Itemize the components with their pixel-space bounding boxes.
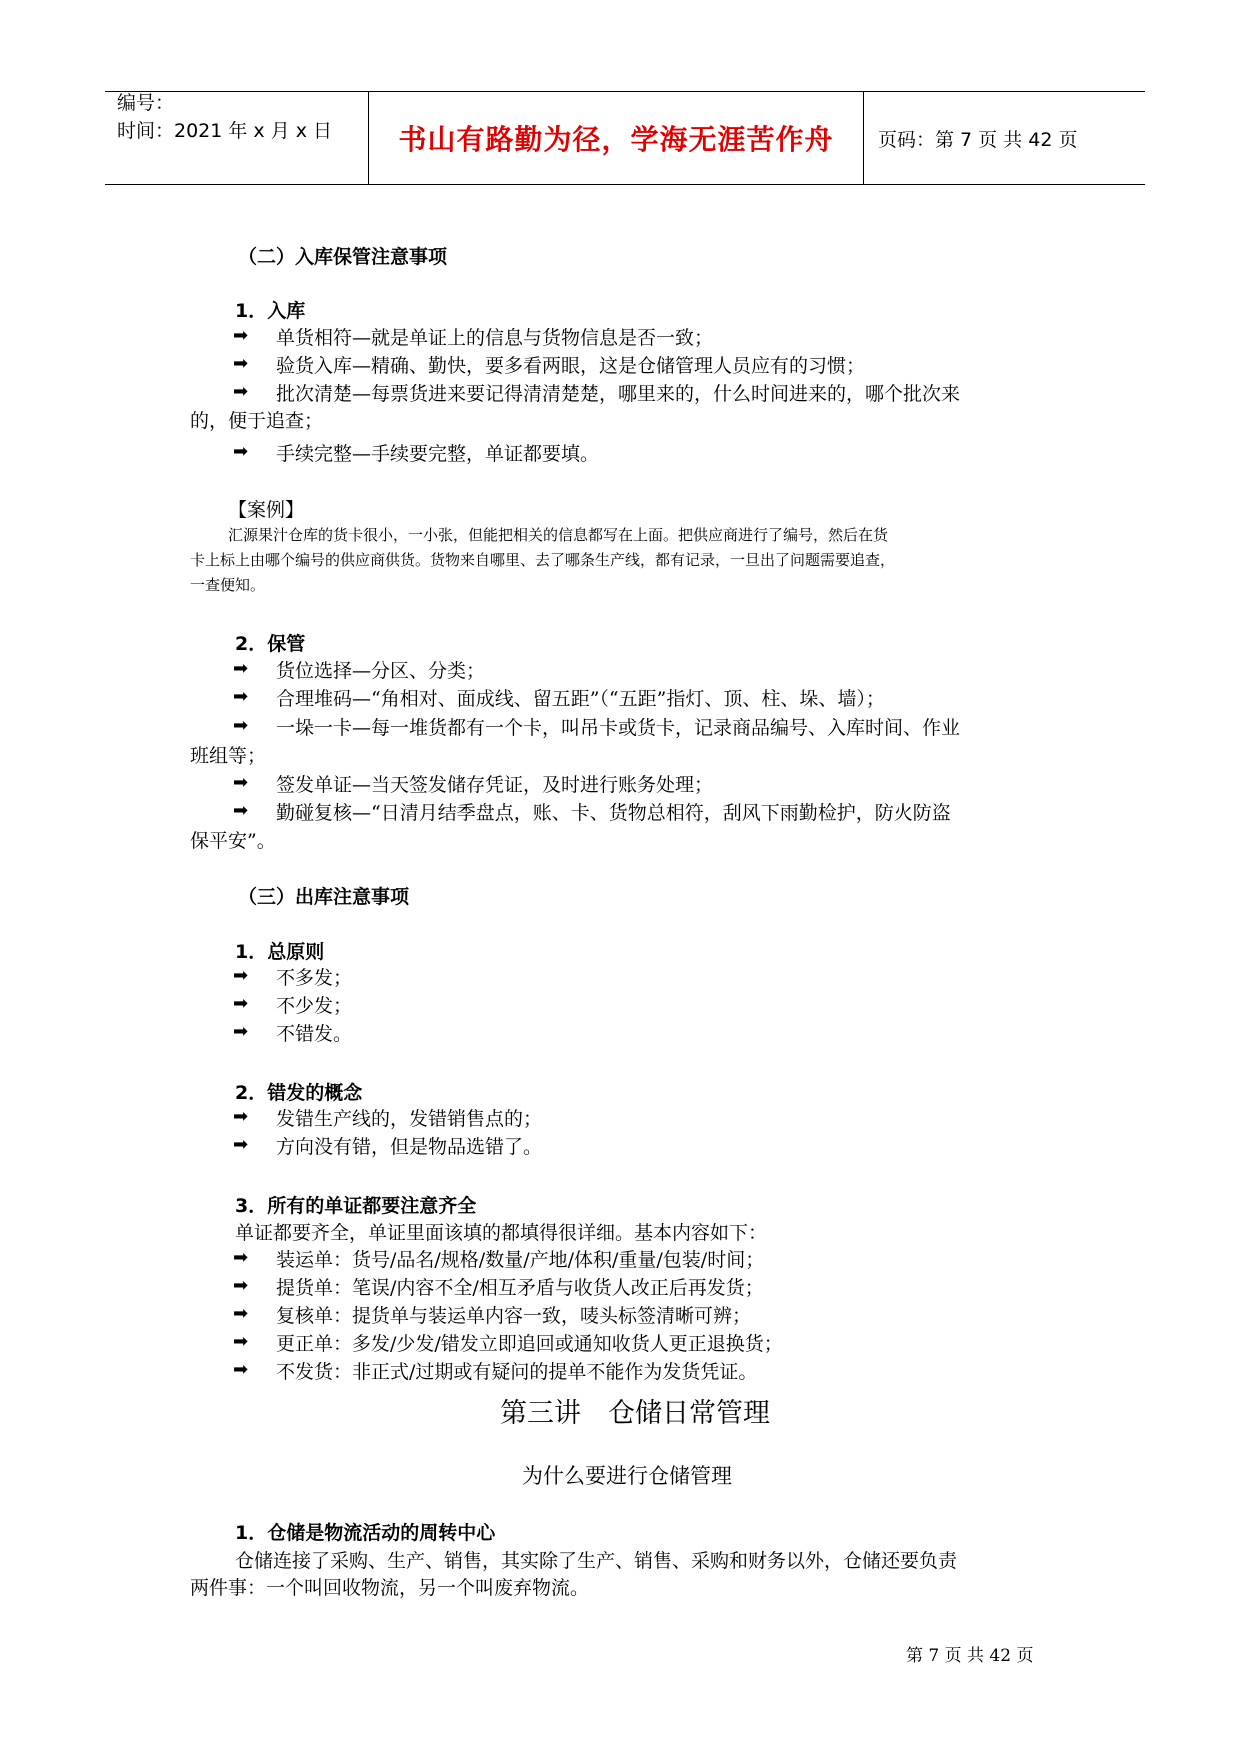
header-meta-cell [105, 92, 369, 184]
subsection-heading: 2．错发的概念 [235, 1082, 363, 1104]
list-item: 不错发。 [276, 1023, 353, 1045]
list-item: 提货单：笔误/内容不全/相互矛盾与收货人改正后再发货； [276, 1277, 764, 1299]
bullet-arrow-icon: ➡ [233, 965, 249, 986]
bullet-arrow-icon: ➡ [233, 381, 249, 402]
list-item: 货位选择—分区、分类； [276, 660, 486, 682]
subsection-heading: 1．总原则 [235, 941, 325, 963]
list-item: 更正单：多发/少发/错发立即追回或通知收货人更正退换货； [276, 1333, 783, 1355]
header-page-cell [864, 92, 1145, 184]
section-heading: （三）出库注意事项 [238, 886, 410, 908]
subsection-heading: 2．保管 [235, 633, 306, 655]
list-item: 合理堆码—“角相对、面成线、留五距”（“五距”指灯、顶、柱、垛、墙）； [276, 688, 885, 710]
list-item: 勤碰复核—“日清月结季盘点，账、卡、货物总相符，刮风下雨勤检护，防火防盗 [276, 802, 951, 824]
list-item-continuation: 班组等； [190, 745, 267, 767]
time-label: 时间：2021 年 x 月 x 日 [117, 120, 333, 142]
bullet-arrow-icon: ➡ [233, 1106, 249, 1127]
bullet-arrow-icon: ➡ [233, 441, 249, 462]
list-item: 手续完整—手续要完整，单证都要填。 [276, 443, 600, 465]
list-item: 验货入库—精确、勤快，要多看两眼，这是仓储管理人员应有的习惯； [276, 355, 866, 377]
motto: 书山有路勤为径，学海无涯苦作舟 [398, 123, 834, 156]
bullet-arrow-icon: ➡ [233, 353, 249, 374]
bullet-arrow-icon: ➡ [233, 1331, 249, 1352]
bullet-arrow-icon: ➡ [233, 1359, 249, 1380]
bullet-arrow-icon: ➡ [233, 1021, 249, 1042]
bullet-arrow-icon: ➡ [233, 772, 249, 793]
bullet-arrow-icon: ➡ [233, 1303, 249, 1324]
bullet-arrow-icon: ➡ [233, 1247, 249, 1268]
list-item-continuation: 的，便于追查； [190, 410, 324, 432]
paragraph: 两件事：一个叫回收物流，另一个叫废弃物流。 [190, 1577, 590, 1599]
lecture-subtitle: 为什么要进行仓储管理 [522, 1464, 732, 1488]
page-label: 页码：第 7 页 共 42 页 [878, 128, 1078, 151]
subsection-heading: 1．入库 [235, 300, 306, 322]
bullet-arrow-icon: ➡ [233, 800, 249, 821]
subsection-heading: 1．仓储是物流活动的周转中心 [235, 1522, 496, 1544]
case-label: 【案例】 [228, 499, 305, 521]
paragraph: 仓储连接了采购、生产、销售，其实除了生产、销售、采购和财务以外，仓储还要负责 [235, 1550, 958, 1572]
case-text: 汇源果汁仓库的货卡很小，一小张，但能把相关的信息都写在上面。把供应商进行了编号，然后在货 [228, 526, 889, 544]
lecture-title: 第三讲 仓储日常管理 [500, 1398, 770, 1429]
header-table [105, 91, 1145, 185]
list-item: 批次清楚—每票货进来要记得清清楚楚，哪里来的，什么时间进来的，哪个批次来 [276, 383, 961, 405]
bullet-arrow-icon: ➡ [233, 1275, 249, 1296]
list-item-continuation: 保平安”。 [190, 830, 276, 852]
list-item: 复核单：提货单与装运单内容一致，唛头标签清晰可辨； [276, 1305, 752, 1327]
list-item: 不多发； [276, 967, 353, 989]
bullet-arrow-icon: ➡ [233, 993, 249, 1014]
list-item: 单货相符—就是单证上的信息与货物信息是否一致； [276, 327, 714, 349]
list-item: 方向没有错，但是物品选错了。 [276, 1136, 543, 1158]
bullet-arrow-icon: ➡ [233, 658, 249, 679]
serial-label: 编号： [117, 92, 175, 114]
list-item: 一垛一卡—每一堆货都有一个卡，叫吊卡或货卡，记录商品编号、入库时间、作业 [276, 717, 961, 739]
list-item: 装运单：货号/品名/规格/数量/产地/体积/重量/包装/时间； [276, 1249, 765, 1271]
case-text: 卡上标上由哪个编号的供应商供货。货物来自哪里、去了哪条生产线，都有记录，一旦出了问题需要追查， [190, 551, 896, 569]
paragraph: 单证都要齐全，单证里面该填的都填得很详细。基本内容如下： [235, 1222, 768, 1244]
case-text: 一查便知。 [190, 576, 266, 594]
header-motto-cell [369, 92, 864, 184]
list-item: 签发单证—当天签发储存凭证，及时进行账务处理； [276, 774, 714, 796]
bullet-arrow-icon: ➡ [233, 1134, 249, 1155]
list-item: 发错生产线的，发错销售点的； [276, 1108, 543, 1130]
subsection-heading: 3．所有的单证都要注意齐全 [235, 1195, 477, 1217]
footer-page-number: 第 7 页 共 42 页 [906, 1646, 1034, 1666]
bullet-arrow-icon: ➡ [233, 325, 249, 346]
section-heading: （二）入库保管注意事项 [238, 246, 448, 268]
bullet-arrow-icon: ➡ [233, 686, 249, 707]
list-item: 不少发； [276, 995, 353, 1017]
bullet-arrow-icon: ➡ [233, 715, 249, 736]
list-item: 不发货：非正式/过期或有疑问的提单不能作为发货凭证。 [276, 1361, 758, 1383]
